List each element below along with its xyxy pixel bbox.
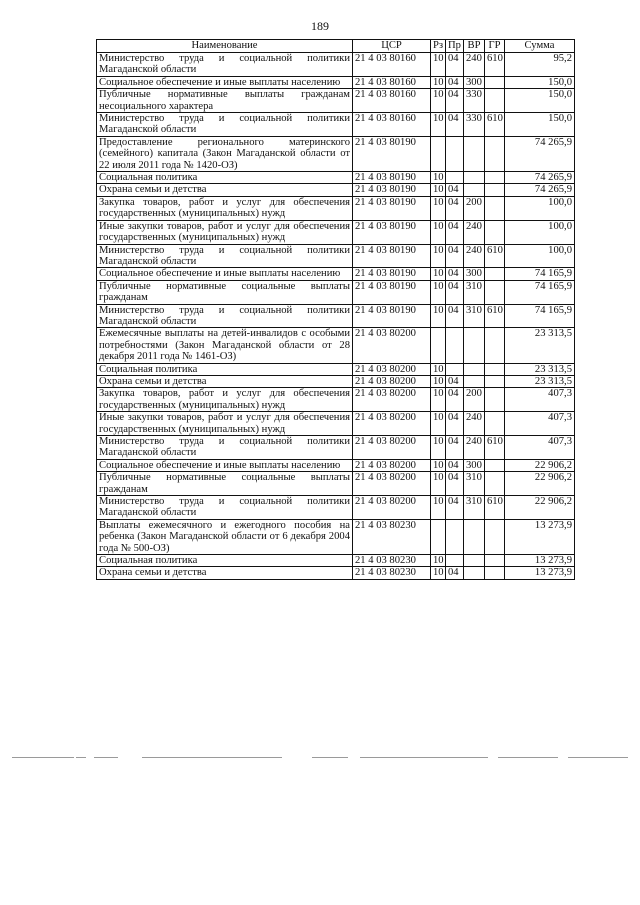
cell-name: Министерство труда и социальной политики Магаданской области: [97, 496, 353, 520]
cell-gr: 610: [485, 53, 505, 77]
table-row: [97, 89, 575, 113]
cell-vr: 310: [464, 304, 485, 328]
cell-csr: 21 4 03 80200: [353, 496, 431, 520]
header-gr: ГР: [485, 40, 505, 53]
cell-csr: 21 4 03 80190: [353, 184, 431, 196]
table-row: [97, 113, 575, 137]
cell-rz: 10: [431, 375, 446, 387]
cell-rz: [431, 136, 446, 171]
cell-csr: 21 4 03 80190: [353, 172, 431, 184]
cell-csr: 21 4 03 80160: [353, 53, 431, 77]
cell-rz: 10: [431, 555, 446, 567]
cell-name: Социальная политика: [97, 555, 353, 567]
cell-rz: 10: [431, 496, 446, 520]
header-rz: Рз: [431, 40, 446, 53]
cell-pr: 04: [446, 436, 464, 460]
table-row: [97, 196, 575, 220]
cell-pr: 04: [446, 76, 464, 88]
cell-gr: 610: [485, 113, 505, 137]
header-sum: Сумма: [505, 40, 575, 53]
cell-rz: 10: [431, 268, 446, 280]
cell-gr: [485, 89, 505, 113]
cell-name: Закупка товаров, работ и услуг для обеспечения государственных (муниципальных) нужд: [97, 196, 353, 220]
cell-csr: 21 4 03 80190: [353, 196, 431, 220]
cell-gr: [485, 459, 505, 471]
cell-vr: 240: [464, 412, 485, 436]
table-row: [97, 375, 575, 387]
cell-gr: [485, 375, 505, 387]
cell-rz: 10: [431, 304, 446, 328]
cell-csr: 21 4 03 80190: [353, 220, 431, 244]
table-row: [97, 172, 575, 184]
cell-rz: 10: [431, 280, 446, 304]
cell-vr: [464, 184, 485, 196]
cell-sum: 22 906,2: [505, 472, 575, 496]
cell-name: Социальная политика: [97, 172, 353, 184]
cell-rz: 10: [431, 172, 446, 184]
table-body: [97, 53, 575, 580]
cell-pr: 04: [446, 113, 464, 137]
cell-rz: [431, 328, 446, 363]
cell-rz: 10: [431, 363, 446, 375]
cell-pr: [446, 136, 464, 171]
cell-pr: 04: [446, 496, 464, 520]
cell-vr: [464, 375, 485, 387]
cell-csr: 21 4 03 80190: [353, 304, 431, 328]
cell-vr: 310: [464, 496, 485, 520]
header-vr: ВР: [464, 40, 485, 53]
cell-name: Ежемесячные выплаты на детей-инвалидов с особыми потребностями (Закон Магаданской области от 28 декабря 2011 года № 1461-ОЗ): [97, 328, 353, 363]
cell-gr: [485, 567, 505, 579]
cell-vr: 240: [464, 220, 485, 244]
cell-name: Министерство труда и социальной политики Магаданской области: [97, 436, 353, 460]
cell-sum: 23 313,5: [505, 363, 575, 375]
cell-name: Предоставление регионального материнского (семейного) капитала (Закон Магаданской области от 22 июля 2011 года № 1420-ОЗ): [97, 136, 353, 171]
cell-rz: 10: [431, 472, 446, 496]
table-row: [97, 280, 575, 304]
cell-vr: 300: [464, 459, 485, 471]
cell-pr: 04: [446, 244, 464, 268]
cell-sum: 23 313,5: [505, 375, 575, 387]
cell-name: Охрана семьи и детства: [97, 375, 353, 387]
cell-vr: 240: [464, 244, 485, 268]
table-row: [97, 472, 575, 496]
cell-pr: 04: [446, 280, 464, 304]
cell-gr: [485, 76, 505, 88]
cell-name: Министерство труда и социальной политики Магаданской области: [97, 244, 353, 268]
cell-csr: 21 4 03 80200: [353, 436, 431, 460]
cell-name: Иные закупки товаров, работ и услуг для обеспечения государственных (муниципальных) нужд: [97, 412, 353, 436]
cell-csr: 21 4 03 80230: [353, 519, 431, 554]
cell-name: Публичные нормативные социальные выплаты гражданам: [97, 280, 353, 304]
cell-vr: 300: [464, 268, 485, 280]
cell-rz: 10: [431, 53, 446, 77]
cell-rz: 10: [431, 436, 446, 460]
cell-vr: 240: [464, 53, 485, 77]
cell-gr: [485, 519, 505, 554]
cell-sum: 22 906,2: [505, 459, 575, 471]
cell-gr: [485, 268, 505, 280]
cell-name: Охрана семьи и детства: [97, 567, 353, 579]
cell-rz: 10: [431, 113, 446, 137]
cell-pr: 04: [446, 412, 464, 436]
table-row: [97, 304, 575, 328]
cell-sum: 95,2: [505, 53, 575, 77]
cell-pr: 04: [446, 196, 464, 220]
cell-sum: 13 273,9: [505, 555, 575, 567]
table-row: [97, 328, 575, 363]
cell-name: Закупка товаров, работ и услуг для обеспечения государственных (муниципальных) нужд: [97, 388, 353, 412]
cell-pr: 04: [446, 459, 464, 471]
cell-rz: 10: [431, 220, 446, 244]
cell-pr: 04: [446, 375, 464, 387]
cell-gr: [485, 388, 505, 412]
cell-sum: 407,3: [505, 412, 575, 436]
table-row: [97, 412, 575, 436]
cell-rz: 10: [431, 89, 446, 113]
cell-sum: 100,0: [505, 220, 575, 244]
cell-gr: 610: [485, 304, 505, 328]
cell-pr: 04: [446, 472, 464, 496]
cell-gr: [485, 220, 505, 244]
cell-sum: 150,0: [505, 113, 575, 137]
scan-artifact-lines: [12, 757, 628, 761]
cell-vr: 310: [464, 280, 485, 304]
cell-name: Иные закупки товаров, работ и услуг для обеспечения государственных (муниципальных) нужд: [97, 220, 353, 244]
page-number: 189: [311, 19, 329, 33]
cell-sum: 150,0: [505, 89, 575, 113]
cell-pr: [446, 363, 464, 375]
cell-pr: 04: [446, 304, 464, 328]
cell-rz: 10: [431, 412, 446, 436]
cell-rz: 10: [431, 76, 446, 88]
cell-sum: 22 906,2: [505, 496, 575, 520]
cell-pr: 04: [446, 184, 464, 196]
cell-name: Выплаты ежемесячного и ежегодного пособия на ребенка (Закон Магаданской области от 6 декабря 2004 года № 500-ОЗ): [97, 519, 353, 554]
cell-pr: 04: [446, 388, 464, 412]
cell-gr: [485, 172, 505, 184]
cell-gr: [485, 328, 505, 363]
cell-name: Социальное обеспечение и иные выплаты населению: [97, 76, 353, 88]
cell-vr: [464, 555, 485, 567]
cell-csr: 21 4 03 80200: [353, 388, 431, 412]
cell-csr: 21 4 03 80200: [353, 375, 431, 387]
table-row: [97, 268, 575, 280]
cell-vr: 310: [464, 472, 485, 496]
table-row: [97, 363, 575, 375]
cell-rz: 10: [431, 388, 446, 412]
header-name: Наименование: [97, 40, 353, 53]
cell-gr: 610: [485, 496, 505, 520]
cell-sum: 150,0: [505, 76, 575, 88]
cell-pr: 04: [446, 89, 464, 113]
table-header-row: [97, 40, 575, 53]
table-row: [97, 388, 575, 412]
cell-sum: 74 265,9: [505, 184, 575, 196]
cell-name: Публичные нормативные выплаты гражданам несоциального характера: [97, 89, 353, 113]
cell-sum: 74 165,9: [505, 268, 575, 280]
cell-rz: 10: [431, 184, 446, 196]
cell-name: Охрана семьи и детства: [97, 184, 353, 196]
table-row: [97, 436, 575, 460]
cell-sum: 74 265,9: [505, 172, 575, 184]
cell-name: Социальное обеспечение и иные выплаты населению: [97, 459, 353, 471]
cell-vr: 240: [464, 436, 485, 460]
cell-sum: 100,0: [505, 244, 575, 268]
cell-vr: [464, 172, 485, 184]
cell-gr: [485, 555, 505, 567]
cell-csr: 21 4 03 80230: [353, 567, 431, 579]
table-row: [97, 567, 575, 579]
cell-rz: 10: [431, 244, 446, 268]
cell-csr: 21 4 03 80190: [353, 136, 431, 171]
cell-gr: [485, 280, 505, 304]
cell-vr: [464, 363, 485, 375]
cell-name: Министерство труда и социальной политики Магаданской области: [97, 113, 353, 137]
cell-vr: [464, 519, 485, 554]
cell-sum: 74 165,9: [505, 304, 575, 328]
table-row: [97, 496, 575, 520]
cell-csr: 21 4 03 80160: [353, 89, 431, 113]
table-row: [97, 555, 575, 567]
cell-name: Социальная политика: [97, 363, 353, 375]
cell-gr: [485, 196, 505, 220]
cell-gr: [485, 363, 505, 375]
cell-sum: 407,3: [505, 388, 575, 412]
table-row: [97, 184, 575, 196]
cell-pr: [446, 555, 464, 567]
cell-gr: [485, 472, 505, 496]
cell-pr: 04: [446, 220, 464, 244]
cell-vr: 330: [464, 89, 485, 113]
header-pr: Пр: [446, 40, 464, 53]
table-row: [97, 76, 575, 88]
cell-csr: 21 4 03 80230: [353, 555, 431, 567]
cell-vr: [464, 567, 485, 579]
cell-gr: 610: [485, 244, 505, 268]
table-row: [97, 220, 575, 244]
table-row: [97, 136, 575, 171]
cell-rz: 10: [431, 567, 446, 579]
cell-vr: [464, 136, 485, 171]
table-row: [97, 53, 575, 77]
cell-pr: [446, 172, 464, 184]
cell-name: Министерство труда и социальной политики Магаданской области: [97, 53, 353, 77]
cell-sum: 13 273,9: [505, 567, 575, 579]
cell-pr: [446, 328, 464, 363]
cell-csr: 21 4 03 80200: [353, 459, 431, 471]
cell-vr: 200: [464, 388, 485, 412]
cell-pr: 04: [446, 268, 464, 280]
cell-rz: 10: [431, 459, 446, 471]
cell-csr: 21 4 03 80160: [353, 76, 431, 88]
cell-vr: 300: [464, 76, 485, 88]
cell-rz: 10: [431, 196, 446, 220]
cell-pr: 04: [446, 53, 464, 77]
cell-csr: 21 4 03 80190: [353, 280, 431, 304]
cell-name: Министерство труда и социальной политики Магаданской области: [97, 304, 353, 328]
cell-sum: 74 165,9: [505, 280, 575, 304]
cell-pr: [446, 519, 464, 554]
cell-gr: [485, 412, 505, 436]
table-row: [97, 519, 575, 554]
cell-name: Социальное обеспечение и иные выплаты населению: [97, 268, 353, 280]
cell-sum: 13 273,9: [505, 519, 575, 554]
header-csr: ЦСР: [353, 40, 431, 53]
cell-sum: 74 265,9: [505, 136, 575, 171]
cell-pr: 04: [446, 567, 464, 579]
cell-sum: 23 313,5: [505, 328, 575, 363]
table-row: [97, 244, 575, 268]
cell-gr: 610: [485, 436, 505, 460]
budget-table: [96, 39, 575, 580]
cell-csr: 21 4 03 80200: [353, 412, 431, 436]
cell-csr: 21 4 03 80200: [353, 363, 431, 375]
cell-csr: 21 4 03 80190: [353, 268, 431, 280]
cell-gr: [485, 184, 505, 196]
cell-sum: 407,3: [505, 436, 575, 460]
cell-gr: [485, 136, 505, 171]
cell-csr: 21 4 03 80200: [353, 328, 431, 363]
cell-rz: [431, 519, 446, 554]
cell-csr: 21 4 03 80190: [353, 244, 431, 268]
cell-csr: 21 4 03 80160: [353, 113, 431, 137]
cell-csr: 21 4 03 80200: [353, 472, 431, 496]
cell-vr: 330: [464, 113, 485, 137]
table-row: [97, 459, 575, 471]
cell-sum: 100,0: [505, 196, 575, 220]
cell-vr: 200: [464, 196, 485, 220]
cell-name: Публичные нормативные социальные выплаты гражданам: [97, 472, 353, 496]
cell-vr: [464, 328, 485, 363]
